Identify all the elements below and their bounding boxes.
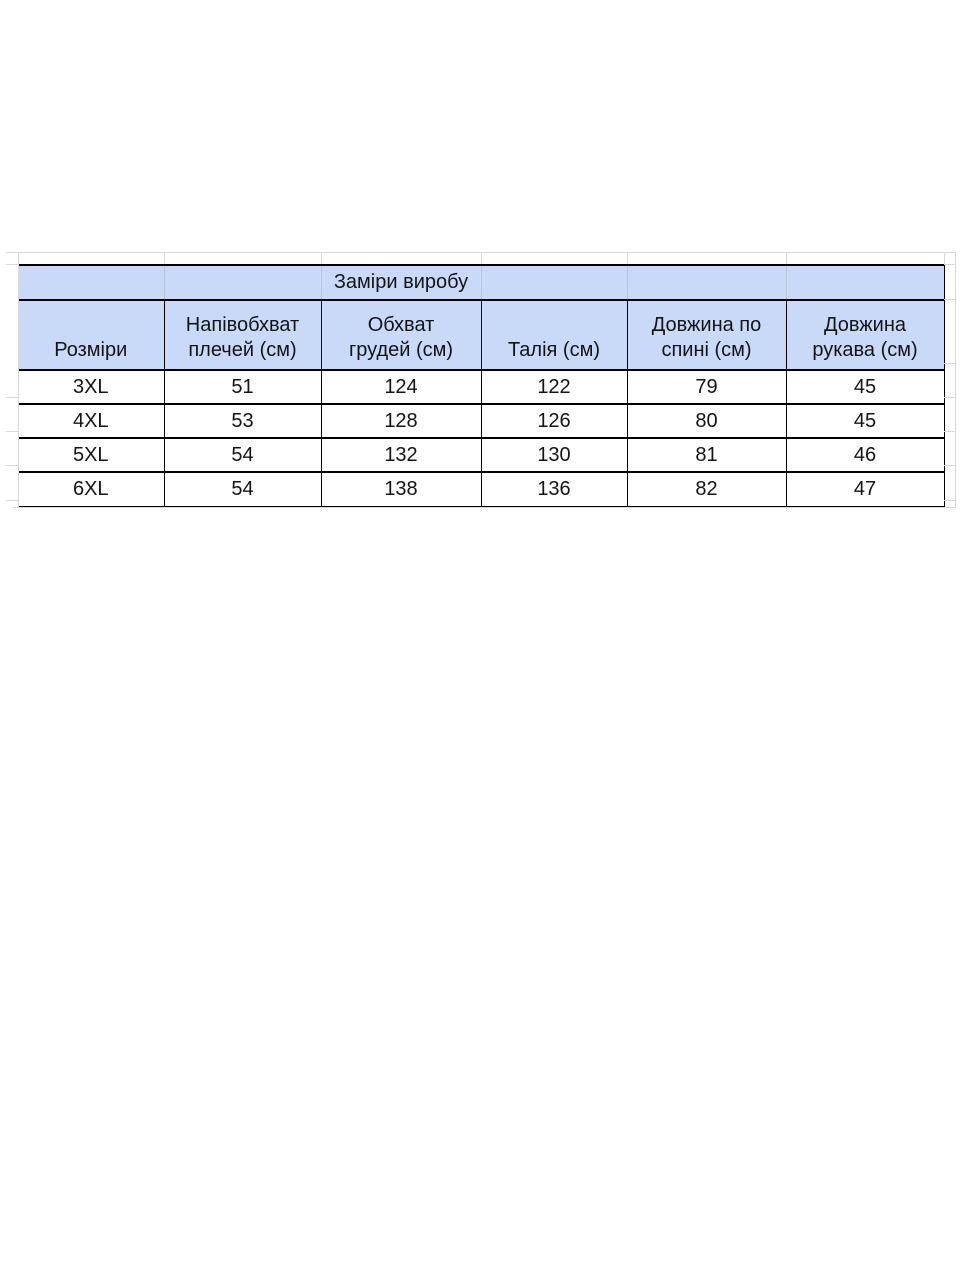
value-cell: 54 [164, 472, 321, 507]
value-cell: 122 [481, 370, 627, 404]
column-header-shoulder: Напівобхват плечей (см) [164, 300, 321, 370]
value-cell: 46 [786, 438, 944, 472]
size-chart-table [18, 264, 945, 508]
value-cell: 81 [627, 438, 786, 472]
column-header-chest: Обхват грудей (см) [321, 300, 481, 370]
gridline-stub [944, 252, 945, 264]
gridline-stub [6, 465, 18, 466]
gridline-stub [944, 264, 955, 265]
table-title-row [18, 265, 944, 300]
table-title: Заміри виробу [333, 271, 469, 293]
size-row-4xl [18, 404, 944, 438]
size-cell: 6XL [18, 472, 164, 507]
gridline-stub [6, 397, 18, 398]
gridline-stub [6, 431, 18, 432]
value-cell: 47 [786, 472, 944, 507]
column-header-row [18, 300, 944, 370]
value-cell: 54 [164, 438, 321, 472]
gridline-bottom [13, 507, 955, 508]
size-row-6xl [18, 472, 944, 507]
gridline-stub [944, 299, 955, 300]
column-header-sleeve-length: Довжина рукава (см) [786, 300, 944, 370]
value-cell: 138 [321, 472, 481, 507]
gridline-stub [164, 252, 165, 264]
table-title-cell [321, 265, 481, 300]
title-row-cell [786, 265, 944, 300]
size-cell: 3XL [18, 370, 164, 404]
size-row-3xl [18, 370, 944, 404]
gridline-stub [944, 465, 955, 466]
gridline-stub [481, 252, 482, 264]
title-row-cell [627, 265, 786, 300]
title-row-cell [481, 265, 627, 300]
gridline-stub [944, 397, 955, 398]
column-header-sizes: Розміри [18, 300, 164, 370]
value-cell: 82 [627, 472, 786, 507]
value-cell: 45 [786, 404, 944, 438]
gridline-right [955, 252, 956, 508]
gridline-stub [944, 431, 955, 432]
value-cell: 45 [786, 370, 944, 404]
size-cell: 4XL [18, 404, 164, 438]
gridline-stub [944, 500, 955, 501]
value-cell: 126 [481, 404, 627, 438]
gridline-left [18, 252, 19, 508]
value-cell: 124 [321, 370, 481, 404]
value-cell: 51 [164, 370, 321, 404]
gridline-stub [6, 500, 18, 501]
column-header-back-length: Довжина по спині (см) [627, 300, 786, 370]
value-cell: 136 [481, 472, 627, 507]
value-cell: 132 [321, 438, 481, 472]
gridline-stub [944, 363, 955, 364]
size-cell: 5XL [18, 438, 164, 472]
gridline-stub [321, 252, 322, 264]
value-cell: 53 [164, 404, 321, 438]
title-row-cell [164, 265, 321, 300]
value-cell: 128 [321, 404, 481, 438]
value-cell: 79 [627, 370, 786, 404]
value-cell: 130 [481, 438, 627, 472]
title-row-cell [18, 265, 164, 300]
gridline-stub [627, 252, 628, 264]
gridline-stub [786, 252, 787, 264]
column-header-waist: Талія (см) [481, 300, 627, 370]
size-row-5xl [18, 438, 944, 472]
gridline-stub [6, 264, 18, 265]
value-cell: 80 [627, 404, 786, 438]
